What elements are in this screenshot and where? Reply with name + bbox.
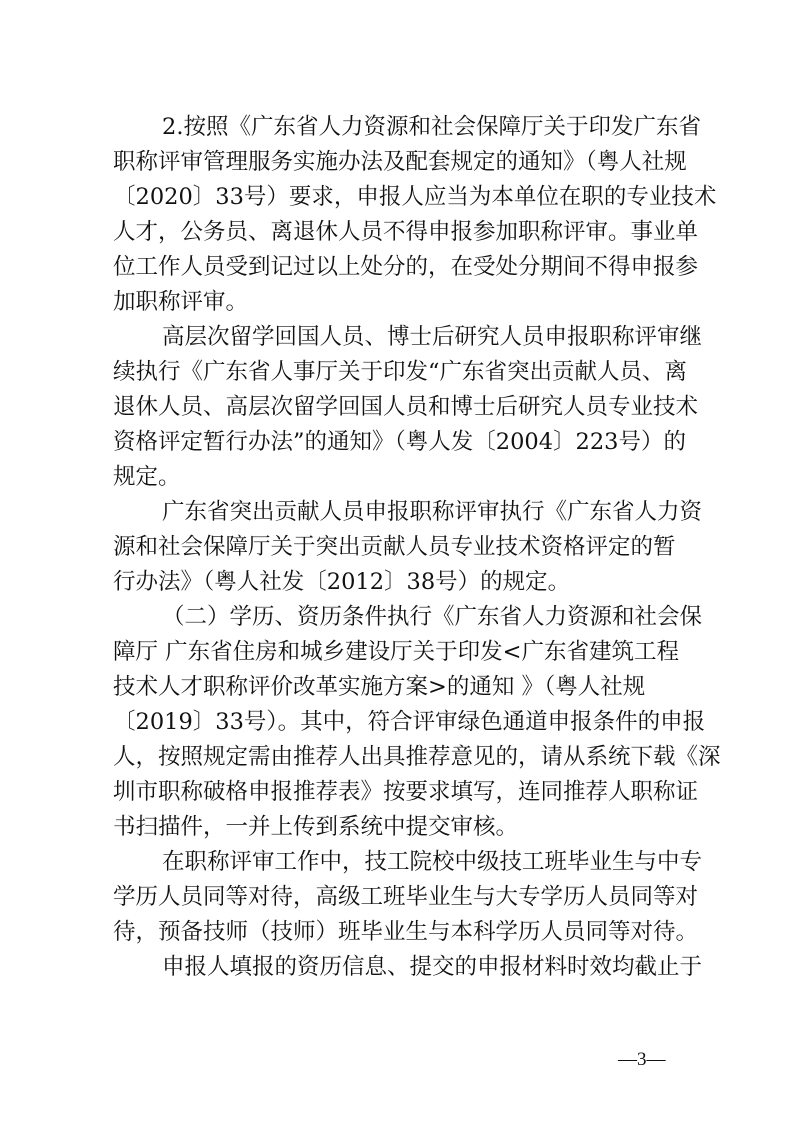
paragraph-2-line-1: 高层次留学回国人员、博士后研究人员申报职称评审继 [162,324,703,350]
paragraph-2-line-2: 续执行《广东省人事厅关于印发“广东省突出贡献人员、离 [113,359,688,385]
paragraph-1-line-2: 职称评审管理服务实施办法及配套规定的通知》（粤人社规 [113,149,687,175]
paragraph-2-line-3: 退休人员、高层次留学回国人员和博士后研究人员专业技术 [113,394,699,420]
paragraph-5-line-3: 待，预备技师（技师）班毕业生与本科学历人员同等对待。 [113,919,699,945]
paragraph-1-line-6: 加职称评审。 [113,289,249,315]
page-number: —3— [618,1049,666,1070]
paragraph-4-line-4: 〔2019〕33号）。其中，符合评审绿色通道申报条件的申报 [113,709,706,735]
paragraph-4-line-7: 书扫描件，一并上传到系统中提交审核。 [113,814,519,840]
paragraph-4-line-3: 技术人才职称评价改革实施方案>的通知 》（粤人社规 [113,674,646,700]
paragraph-3-line-1: 广东省突出贡献人员申报职称评审执行《广东省人力资 [162,499,703,525]
paragraph-5-line-2: 学历人员同等对待，高级工班毕业生与大专学历人员同等对 [113,884,699,910]
paragraph-6-line-1: 申报人填报的资历信息、提交的申报材料时效均截止于 [162,954,703,980]
paragraph-1-line-3: 〔2020〕33号）要求，申报人应当为本单位在职的专业技术 [113,184,717,210]
paragraph-5-line-1: 在职称评审工作中，技工院校中级技工班毕业生与中专 [162,849,703,875]
paragraph-4-line-6: 圳市职称破格申报推荐表》按要求填写，连同推荐人职称证 [113,779,699,805]
paragraph-1-line-4: 人才，公务员、离退休人员不得申报参加职称评审。事业单 [113,219,699,245]
paragraph-4-line-2: 障厅 广东省住房和城乡建设厅关于印发<广东省建筑工程 [113,639,680,665]
paragraph-3-line-2: 源和社会保障厅关于突出贡献人员专业技术资格评定的暂 [113,534,676,560]
paragraph-3-line-3: 行办法》（粤人社发〔2012〕38号）的规定。 [113,569,571,595]
paragraph-1-line-1: 2.按照《广东省人力资源和社会保障厅关于印发广东省 [162,114,701,140]
paragraph-2-line-4: 资格评定暂行办法”的通知》（粤人发〔2004〕223号）的 [113,429,686,455]
paragraph-2-line-5: 规定。 [113,464,181,490]
paragraph-4-line-1: （二）学历、资历条件执行《广东省人力资源和社会保 [162,604,703,630]
paragraph-4-line-5: 人，按照规定需由推荐人出具推荐意见的，请从系统下载《深 [113,744,721,770]
paragraph-1-line-5: 位工作人员受到记过以上处分的，在受处分期间不得申报参 [113,254,699,280]
